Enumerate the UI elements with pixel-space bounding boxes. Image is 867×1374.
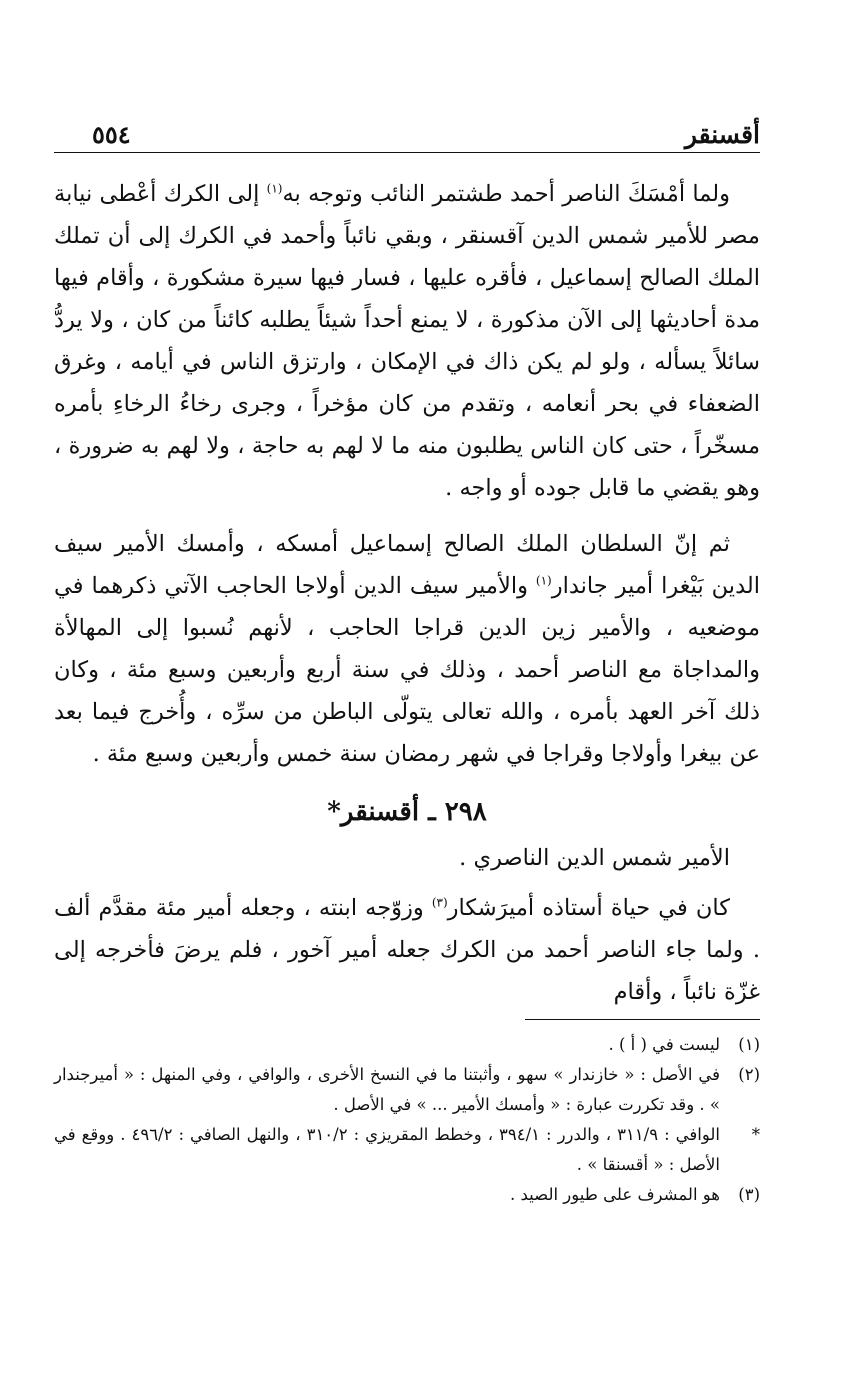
footnote-marker: * xyxy=(751,1125,760,1144)
footnotes xyxy=(54,1030,760,1210)
footnote-ref-3: (٣) xyxy=(431,895,448,910)
footnote-ref-1: (١) xyxy=(266,181,283,196)
paragraph-1-text-b: إلى الكرك أعْطى نيابة مصر للأمير شمس الدين آقسنقر ، وبقي نائباً وأحمد في الكرك إلى أن تملك الملك الصالح إسماعيل ، فأقره عليها ، فسار فيها سيرة مشكورة ، وأقام فيها مدة أحاديثها إلى الآن مذكورة ، لا يمنع أحداً شيئاً يطلبه كائناً من كان ، ولا يردُّ سائلاً يسأله ، ولو لم يكن ذاك في الإمكان ، وارتزق الناس في أيامه ، وغرق الضعفاء في بحر أنعامه ، وتقدم من كان مؤخراً ، وجرى رخاءُ الرخاءِ بأمره مسخّراً ، حتى كان الناس يطلبون منه ما لا لهم به حاجة ، ولا لهم به ضرورة ، وهو يقضي ما قابل جوده أو واجه . xyxy=(54,181,760,501)
footnote-divider xyxy=(525,1019,760,1020)
paragraph-1-text-a: ولما أمْسَكَ الناصر أحمد طشتمر النائب وتوجه به xyxy=(282,181,730,207)
book-page xyxy=(54,118,760,1210)
page-header xyxy=(54,118,760,153)
footnote-text: الوافي : ٣١١/٩ ، والدرر : ٣٩٤/١ ، وخطط المقريزي : ٣١٠/٢ ، والنهل الصافي : ٤٩٦/٢ . ووقع في الأصل : « أقسنقا » . xyxy=(54,1125,720,1174)
footnote-text: في الأصل : « خازندار » سهو ، وأثبتنا ما في النسخ الأخرى ، والوافي ، وفي المنهل : « أميرجندار » . وقد تكررت عبارة : « وأمسك الأمير ... » في الأصل . xyxy=(54,1065,720,1114)
paragraph-3-text-b: وزوّجه ابنته ، وجعله أمير مئة مقدَّم ألف . ولما جاء الناصر أحمد من الكرك جعله أمير آخور ، فلم يرضَ فأخرجه إلى غزّة نائباً ، وأقام xyxy=(54,895,760,1005)
page-number: ٥٥٤ xyxy=(92,120,131,149)
paragraph-3-text-a: كان في حياة أستاذه أميرَشكار xyxy=(447,895,730,921)
paragraph-2-text-a: ثم إنّ السلطان الملك الصالح إسماعيل أمسكه ، وأمسك الأمير سيف الدين بَيْغرا أمير جاندار xyxy=(54,531,760,599)
footnote xyxy=(54,1180,760,1210)
footnote-ref-2: (١) xyxy=(535,573,552,588)
footnote xyxy=(54,1060,760,1120)
running-title: أقسنقر xyxy=(684,120,760,149)
paragraph-1 xyxy=(54,173,760,509)
footnote-marker: (٢) xyxy=(738,1065,760,1084)
paragraph-2 xyxy=(54,523,760,775)
footnote xyxy=(54,1120,760,1180)
entry-subtitle: الأمير شمس الدين الناصري . xyxy=(459,845,730,871)
footnote-marker: (٣) xyxy=(738,1185,760,1204)
footnote-text: هو المشرف على طيور الصيد . xyxy=(510,1185,720,1204)
entry-title: ٢٩٨ ـ أقسنقر* xyxy=(327,797,487,827)
footnote-marker: (١) xyxy=(738,1035,760,1054)
paragraph-3 xyxy=(54,887,760,1013)
footnote-text: ليست في ( أ ) . xyxy=(608,1035,720,1054)
footnote xyxy=(54,1030,760,1060)
paragraph-2-text-b: والأمير سيف الدين أولاجا الحاجب الآتي ذكرهما في موضعيه ، والأمير زين الدين قراجا الحاجب ، لأنهم نُسبوا إلى المهالأة والمداجاة مع الناصر أحمد ، وذلك في سنة أربع وأربعين وسبع مئة ، وكان ذلك آخر العهد بأمره ، والله تعالى يتولّى الباطن من سرِّه ، وأُخرج فيما بعد عن بيغرا وأولاجا وقراجا في شهر رمضان سنة خمس وأربعين وسبع مئة . xyxy=(54,573,760,767)
